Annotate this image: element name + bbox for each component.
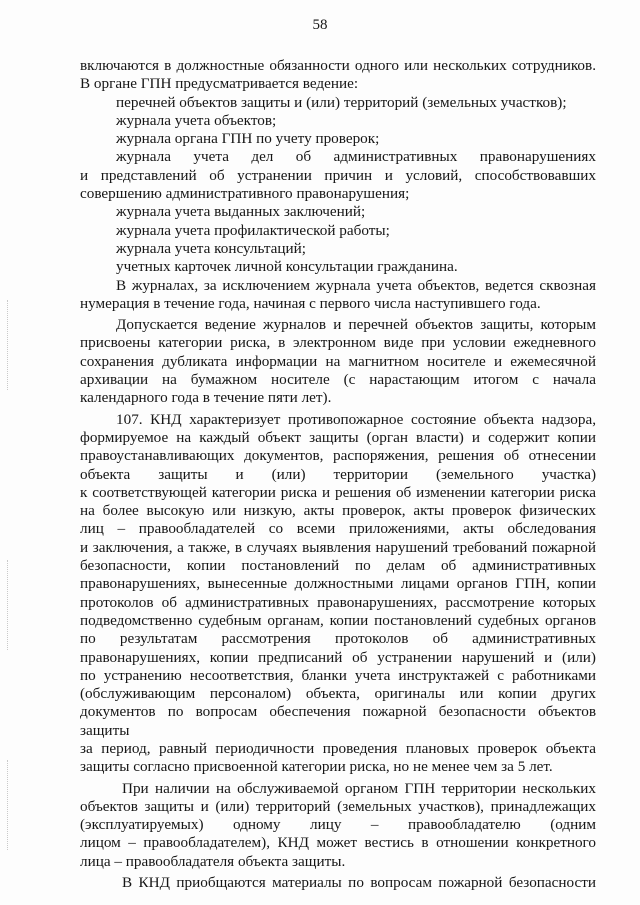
- text-line: за период, равный периодичности проведения плановых проверок объекта: [80, 739, 596, 757]
- text-line: защиты согласно присвоенной категории риска, но не менее чем за 5 лет.: [80, 758, 553, 776]
- text-line: (эксплуатируемых) одному лицу – правообладателю (одним: [80, 816, 596, 834]
- text-line: включаются в должностные обязанности одного или нескольких сотрудников.: [80, 57, 596, 74]
- text-line: журнала учета объектов;: [116, 111, 277, 129]
- text-line: 107. КНД характеризует противопожарное состояние объекта надзора,: [116, 410, 596, 428]
- text-line: журнала учета профилактической работы;: [116, 221, 390, 239]
- text-line: по результатам рассмотрения протоколов об административных: [80, 630, 596, 648]
- text-line: лицом – правообладателем), КНД может вестись в отношении конкретного: [80, 834, 596, 852]
- text-line: учетных карточек личной консультации гражданина.: [116, 258, 458, 276]
- text-line: формируемое на каждый объект защиты (орган власти) и содержит копии: [80, 428, 596, 446]
- body-text: [80, 57, 596, 892]
- text-line: совершению административного правонарушения;: [80, 185, 410, 203]
- text-line: журнала органа ГПН по учету проверок;: [116, 130, 380, 148]
- scan-artifact: [7, 300, 11, 390]
- text-line: правоустанавливающих документов, распоряжения, решения об отнесении: [80, 447, 596, 465]
- text-line: и заключения, а также, в случаях выявления нарушений требований пожарной: [80, 538, 596, 556]
- text-line: на более высокую или низкую, акты проверок, акты проверок физических: [80, 502, 596, 520]
- text-line: (обслуживающим персоналом) объекта, оригиналы или копии других: [80, 685, 596, 703]
- text-line: календарного года в течение пяти лет).: [80, 389, 332, 407]
- text-line: присвоены категории риска, в электронном виде при условии ежедневного: [80, 334, 596, 352]
- text-line: документов по вопросам обеспечения пожарной безопасности объектов защиты: [80, 703, 596, 739]
- text-line: и представлений об устранении причин и условий, способствовавших: [80, 166, 596, 184]
- scan-artifact: [7, 760, 11, 850]
- text-line: лиц – правообладателей со всеми приложениями, акты обследования: [80, 520, 596, 538]
- text-line: журнала учета дел об административных правонарушениях: [116, 148, 596, 166]
- text-line: нумерация в течение года, начиная с первого числа наступившего года.: [80, 294, 541, 312]
- text-line: протоколов об административных правонарушениях, рассмотрение которых: [80, 593, 596, 611]
- text-line: к соответствующей категории риска и решения об изменении категории риска: [80, 483, 596, 501]
- text-line: архивации на бумажном носителе (с нарастающим итогом с начала: [80, 371, 596, 389]
- text-line: правонарушениях, копии предписаний об устранении нарушений и (или): [80, 648, 596, 666]
- text-line: лица – правообладателя объекта защиты.: [80, 852, 346, 870]
- text-line: сохранения дубликата информации на магнитном носителе и ежемесячной: [80, 352, 596, 370]
- text-line: объекта защиты и (или) территории (земельного участка): [80, 465, 596, 483]
- text-line: подведомственно судебным органам, копии постановлений судебных органов: [80, 611, 596, 629]
- page-number: 58: [312, 17, 328, 33]
- text-line: В органе ГПН предусматривается ведение:: [80, 75, 359, 93]
- scan-artifact: [7, 560, 11, 650]
- text-line: В КНД приобщаются материалы по вопросам пожарной безопасности: [122, 874, 596, 892]
- text-line: При наличии на обслуживаемой органом ГПН территории нескольких: [122, 779, 596, 797]
- text-line: безопасности, копии постановлений по делам об административных: [80, 557, 596, 575]
- text-line: журнала учета выданных заключений;: [116, 203, 366, 221]
- text-line: по устранению несоответствия, бланки учета инструктажей с работниками: [80, 666, 596, 684]
- text-line: правонарушениях, вынесенные должностными лицами органов ГПН, копии: [80, 575, 596, 593]
- text-line: В журналах, за исключением журнала учета объектов, ведется сквозная: [116, 276, 596, 294]
- text-line: Допускается ведение журналов и перечней объектов защиты, которым: [116, 316, 596, 334]
- text-line: объектов защиты и (или) территорий (земельных участков), принадлежащих: [80, 797, 596, 815]
- text-line: перечней объектов защиты и (или) территорий (земельных участков);: [116, 93, 567, 111]
- text-line: журнала учета консультаций;: [116, 239, 307, 257]
